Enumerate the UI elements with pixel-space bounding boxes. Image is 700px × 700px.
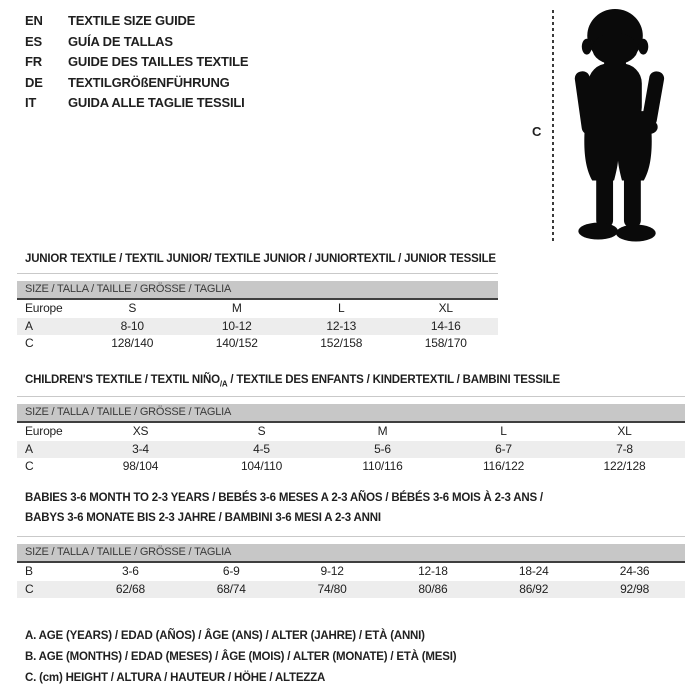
row-label: A: [25, 318, 33, 333]
language-row: [25, 73, 248, 94]
language-title: GUÍA DE TALLAS: [68, 33, 173, 49]
table-cell: XS: [132, 424, 149, 438]
table-cell: XL: [438, 301, 453, 315]
table-cell: L: [338, 301, 345, 315]
table-cell: 98/104: [122, 459, 159, 473]
table-cell: 18-24: [518, 564, 549, 578]
table-cell: 14-16: [430, 318, 461, 333]
table-row: [17, 581, 685, 599]
language-row: [25, 93, 248, 114]
legend-notes: [25, 626, 456, 689]
section-title-subscript: /A: [219, 379, 228, 389]
section-title-text: / TEXTILE DES ENFANTS / KINDERTEXTIL / BAMBINI TESSILE: [227, 374, 560, 386]
table-row: [17, 318, 498, 336]
table-cell: 5-6: [374, 441, 391, 456]
section-title-text: JUNIOR TEXTILE / TEXTIL JUNIOR/ TEXTILE JUNIOR / JUNIORTEXTIL / JUNIOR TESSILE: [25, 253, 496, 265]
table-cell: 104/110: [240, 459, 283, 473]
toddler-silhouette-image: [556, 6, 684, 244]
table-cell: 68/74: [216, 581, 246, 596]
section-title-text: BABYS 3-6 MONATE BIS 2-3 JAHRE / BAMBINI 3-6 MESI A 2-3 ANNI: [25, 512, 381, 524]
language-code: IT: [25, 95, 37, 110]
table-cell: S: [128, 301, 137, 315]
table-row: [17, 563, 685, 581]
language-title: GUIDA ALLE TAGLIE TESSILI: [68, 95, 245, 110]
table-cell: 140/152: [215, 336, 258, 350]
table-cell: 6-9: [222, 564, 240, 578]
legend-note-b: B. AGE (MONTHS) / EDAD (MESES) / ÂGE (MOIS) / ALTER (MONATE) / ETÀ (MESI): [25, 651, 457, 663]
table-cell: XL: [617, 424, 632, 438]
row-label: C: [25, 459, 34, 473]
language-title: TEXTILGRÖßENFÜHRUNG: [68, 74, 230, 90]
language-code: ES: [25, 33, 42, 49]
table-cell: 12-13: [326, 318, 357, 333]
table-cell: 7-8: [616, 441, 633, 456]
table-row: [17, 300, 498, 318]
table-cell: 3-4: [132, 441, 149, 456]
section-title-junior: [25, 249, 496, 269]
table-cell: 122/128: [603, 459, 646, 473]
table-row: [17, 458, 685, 476]
height-measure-dotted-line: [552, 10, 554, 243]
table-cell: M: [377, 424, 388, 438]
table-cell: 152/158: [320, 336, 363, 350]
legend-note-a: A. AGE (YEARS) / EDAD (AÑOS) / ÂGE (ANS) / ALTER (JAHRE) / ETÀ (ANNI): [25, 630, 425, 642]
table-cell: S: [257, 424, 266, 438]
table-cell: 110/116: [362, 459, 403, 473]
table-cell: 128/140: [111, 336, 154, 350]
size-header-bar: SIZE / TALLA / TAILLE / GRÖSSE / TAGLIA: [17, 544, 685, 561]
legend-note-c: C. (cm) HEIGHT / ALTURA / HAUTEUR / HÖHE / ALTEZZA: [25, 672, 326, 684]
table-row: [17, 335, 498, 353]
measure-c-label: C: [532, 124, 542, 139]
table-cell: L: [500, 424, 507, 438]
table-row: [17, 423, 685, 441]
table-cell: 9-12: [320, 564, 344, 578]
table-cell: 12-18: [418, 564, 448, 578]
language-title: TEXTILE SIZE GUIDE: [68, 13, 196, 28]
row-label: C: [25, 336, 34, 350]
table-cell: 6-7: [495, 441, 512, 456]
table-cell: 80/86: [418, 581, 448, 596]
table-cell: 4-5: [253, 441, 270, 456]
table-cell: 116/122: [482, 459, 525, 473]
table-row: [17, 441, 685, 459]
row-label: B: [25, 564, 33, 578]
table-cell: 62/68: [115, 581, 145, 596]
language-list: [25, 11, 248, 114]
size-header-bar: SIZE / TALLA / TAILLE / GRÖSSE / TAGLIA: [17, 404, 685, 421]
language-code: DE: [25, 74, 43, 90]
table-cell: 158/170: [424, 336, 467, 350]
language-row: [25, 52, 248, 73]
row-label: Europe: [25, 424, 63, 438]
table-body: [17, 563, 685, 598]
table-cell: 10-12: [221, 318, 252, 333]
row-label: A: [25, 441, 33, 456]
table-top-rule: [17, 536, 685, 537]
table-cell: 86/92: [519, 581, 549, 596]
table-body: [17, 423, 685, 476]
table-cell: 74/80: [317, 581, 347, 596]
table-top-rule: [17, 273, 498, 274]
row-label: Europe: [25, 301, 63, 315]
language-row: [25, 11, 248, 32]
language-code: FR: [25, 54, 42, 69]
junior-size-table: [17, 273, 498, 353]
table-cell: 3-6: [122, 564, 139, 578]
section-title-text: BABIES 3-6 MONTH TO 2-3 YEARS / BEBÉS 3-6 MESES A 2-3 AÑOS / BÉBÉS 3-6 MOIS À 2-3 ANS /: [25, 492, 543, 504]
table-body: [17, 300, 498, 353]
language-code: EN: [25, 13, 43, 28]
table-top-rule: [17, 396, 685, 397]
table-cell: M: [231, 301, 242, 315]
table-cell: 24-36: [619, 564, 650, 578]
table-cell: 92/98: [620, 581, 650, 596]
section-title-text: CHILDREN'S TEXTILE / TEXTIL NIÑO: [25, 374, 220, 386]
table-cell: 8-10: [120, 318, 144, 333]
section-title-children: [25, 370, 560, 394]
section-title-babies: [25, 488, 543, 528]
size-header-bar: SIZE / TALLA / TAILLE / GRÖSSE / TAGLIA: [17, 281, 498, 298]
row-label: C: [25, 581, 34, 596]
language-row: [25, 32, 248, 53]
children-size-table: [17, 396, 685, 476]
language-title: GUIDE DES TAILLES TEXTILE: [68, 54, 249, 69]
babies-size-table: [17, 536, 685, 598]
